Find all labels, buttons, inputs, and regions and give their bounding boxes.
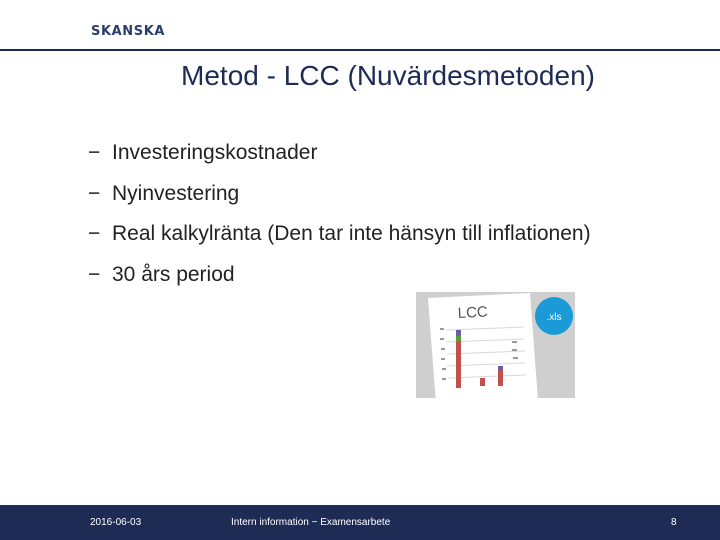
page-number: 8 [671, 517, 677, 528]
xls-badge-label: .xls [546, 312, 562, 323]
lcc-document-illustration [416, 292, 575, 398]
dash-icon: − [88, 262, 101, 286]
bullet-text: Real kalkylränta (Den tar inte hänsyn till inflationen) [112, 222, 591, 245]
slide-title: Metod - LCC (Nuvärdesmetoden) [181, 60, 595, 91]
dash-icon: − [88, 141, 101, 164]
footer-date: 2016-06-03 [90, 517, 142, 528]
lcc-spreadsheet-thumbnail [416, 292, 575, 398]
footer-label: Intern information − Examensarbete [231, 517, 391, 528]
header-divider [0, 49, 720, 51]
chart-bar-segment [456, 330, 461, 336]
bullet-item [88, 140, 591, 181]
chart-bar-short [480, 378, 485, 386]
skanska-logo: SKANSKA [91, 24, 166, 39]
chart-bar-segment [498, 366, 503, 370]
dash-icon: − [88, 181, 101, 205]
bullet-text: Nyinvestering [112, 181, 240, 205]
dash-icon: − [88, 222, 101, 245]
bullet-item [88, 221, 591, 262]
chart-bar-tall [456, 336, 461, 388]
chart-bar-segment [456, 336, 461, 342]
bullet-text: 30 års period [112, 262, 235, 286]
footer-bar [0, 505, 720, 540]
document-title: LCC [457, 303, 489, 322]
bullet-item [88, 181, 591, 222]
chart-bar-short [498, 370, 503, 386]
bullet-text: Investeringskostnader [112, 141, 318, 164]
bullet-list [88, 140, 591, 302]
